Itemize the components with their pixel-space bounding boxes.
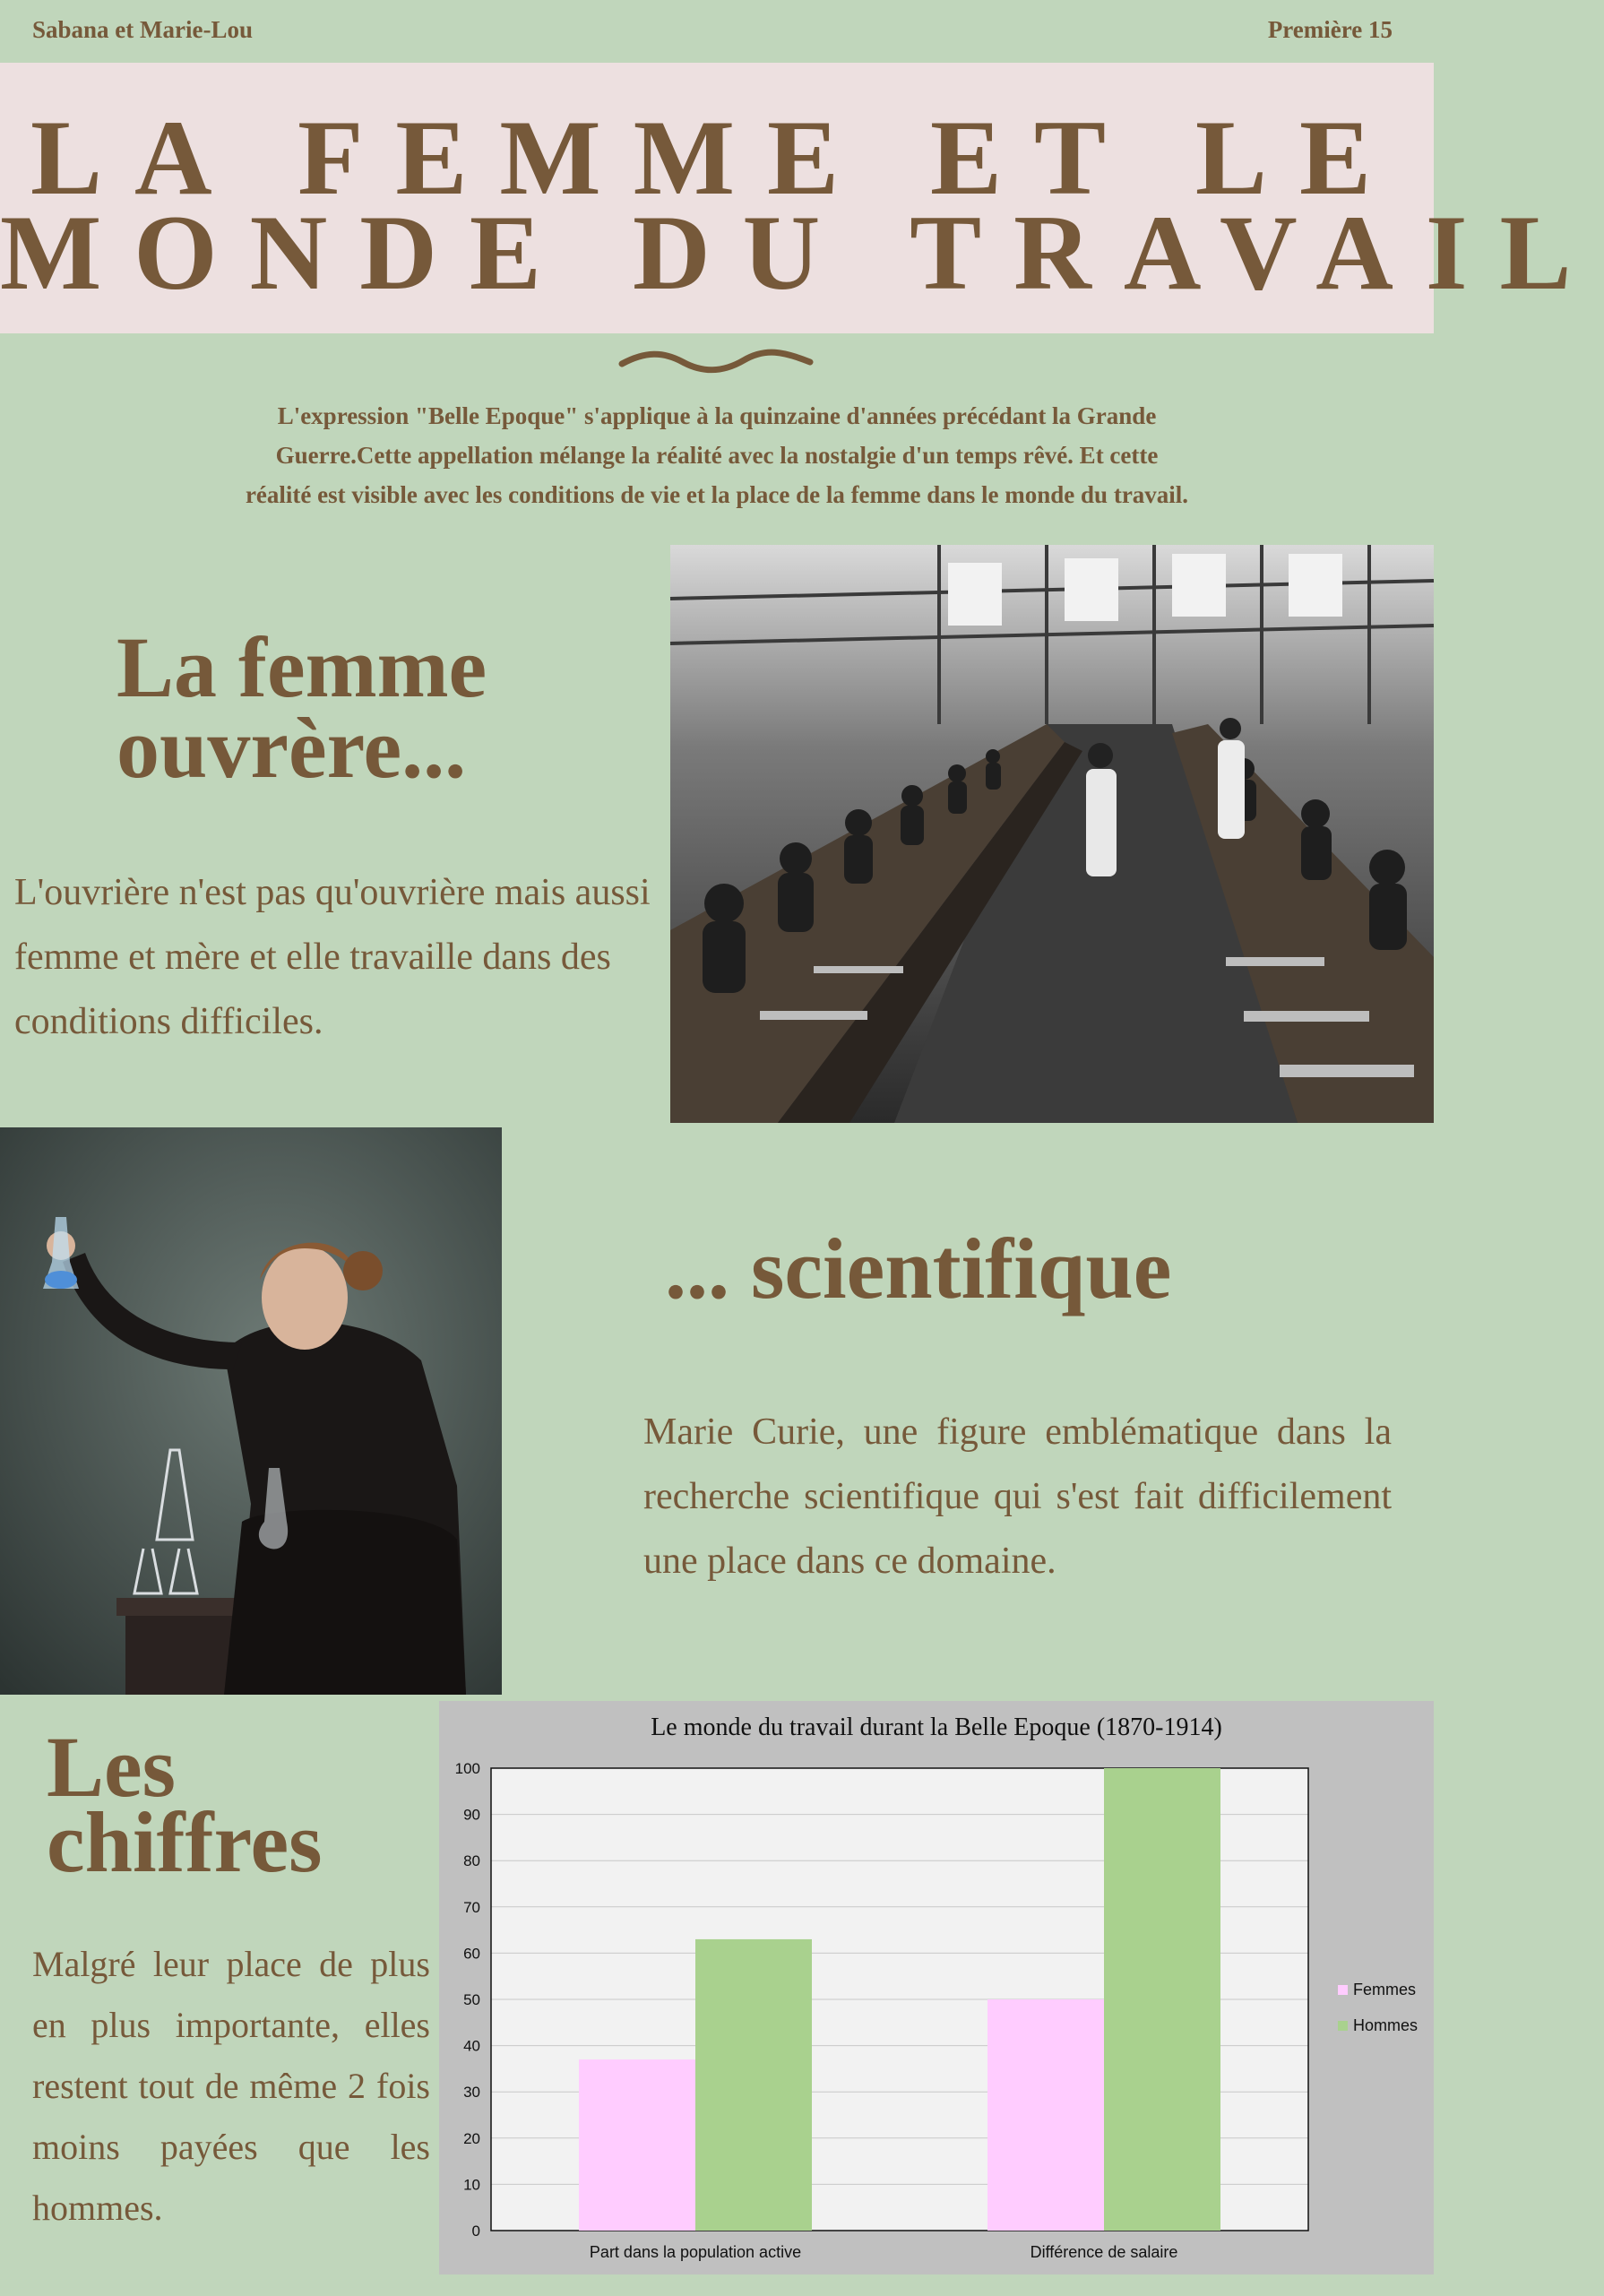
section-heading-scientist: ... scientifique — [665, 1221, 1172, 1316]
y-tick-label: 0 — [471, 2223, 480, 2240]
bar-femmes — [987, 1999, 1104, 2231]
bar-hommes — [1104, 1768, 1220, 2231]
heading-line: ouvrère... — [116, 700, 467, 796]
marie-curie-photo — [0, 1127, 502, 1695]
y-tick-label: 50 — [463, 1991, 480, 2008]
legend-label: Hommes — [1353, 2016, 1419, 2034]
title-banner — [0, 63, 1604, 333]
y-tick-label: 40 — [463, 2037, 480, 2055]
legend-label: Femmes — [1353, 1981, 1417, 1998]
figures-paragraph: Malgré leur place de plus en plus importante, elles restent tout de même 2 fois moins payées que les hommes. — [32, 1944, 430, 2228]
y-tick-label: 100 — [454, 1760, 480, 1777]
chart-title: Le monde du travail durant la Belle Epoque (1870-1914) — [651, 1713, 1222, 1741]
category-label: Part dans la population active — [589, 2243, 802, 2261]
heading-line: La femme — [116, 619, 487, 715]
heading-line: Les — [47, 1719, 176, 1815]
heading-line: chiffres — [47, 1794, 323, 1890]
section-heading-worker — [116, 619, 487, 796]
y-tick-label: 10 — [463, 2176, 480, 2194]
salary-chart — [439, 1701, 1434, 2274]
category-label: Différence de salaire — [1030, 2243, 1178, 2261]
page-title-line-2: MONDE DU TRAVAIL — [0, 193, 1604, 312]
bar-femmes — [579, 2059, 695, 2231]
factory-photo — [670, 545, 1434, 1123]
scientist-paragraph: Marie Curie, une figure emblématique dans la recherche scientifique qui s'est fait difficilement une place dans ce domaine. — [643, 1411, 1392, 1582]
section-heading-figures — [47, 1719, 323, 1890]
legend-swatch — [1338, 2021, 1348, 2031]
y-tick-label: 80 — [463, 1852, 480, 1870]
wave-divider-icon — [618, 348, 815, 375]
y-tick-label: 30 — [463, 2084, 480, 2102]
y-tick-label: 70 — [463, 1898, 480, 1916]
class-label: Première 15 — [1267, 16, 1393, 43]
y-tick-label: 60 — [463, 1945, 480, 1963]
bar-hommes — [695, 1939, 812, 2231]
authors-label: Sabana et Marie-Lou — [32, 16, 253, 43]
worker-paragraph: L'ouvrière n'est pas qu'ouvrière mais aussi femme et mère et elle travaille dans des conditions difficiles. — [14, 872, 651, 1042]
y-tick-label: 90 — [463, 1806, 480, 1824]
intro-paragraph: L'expression "Belle Epoque" s'applique à la quinzaine d'années précédant la Grande Guerre.Cette appellation mélange la réalité avec la nostalgie d'un temps rêvé. Et cette réalité est visible avec les conditions de vie et la place de la femme dans le monde du travail. — [245, 402, 1189, 508]
chart-canvas — [439, 1701, 1434, 2274]
page-title-line-1: LA FEMME ET LE — [30, 98, 1403, 217]
y-tick-label: 20 — [463, 2129, 480, 2147]
legend-swatch — [1338, 1985, 1348, 1995]
